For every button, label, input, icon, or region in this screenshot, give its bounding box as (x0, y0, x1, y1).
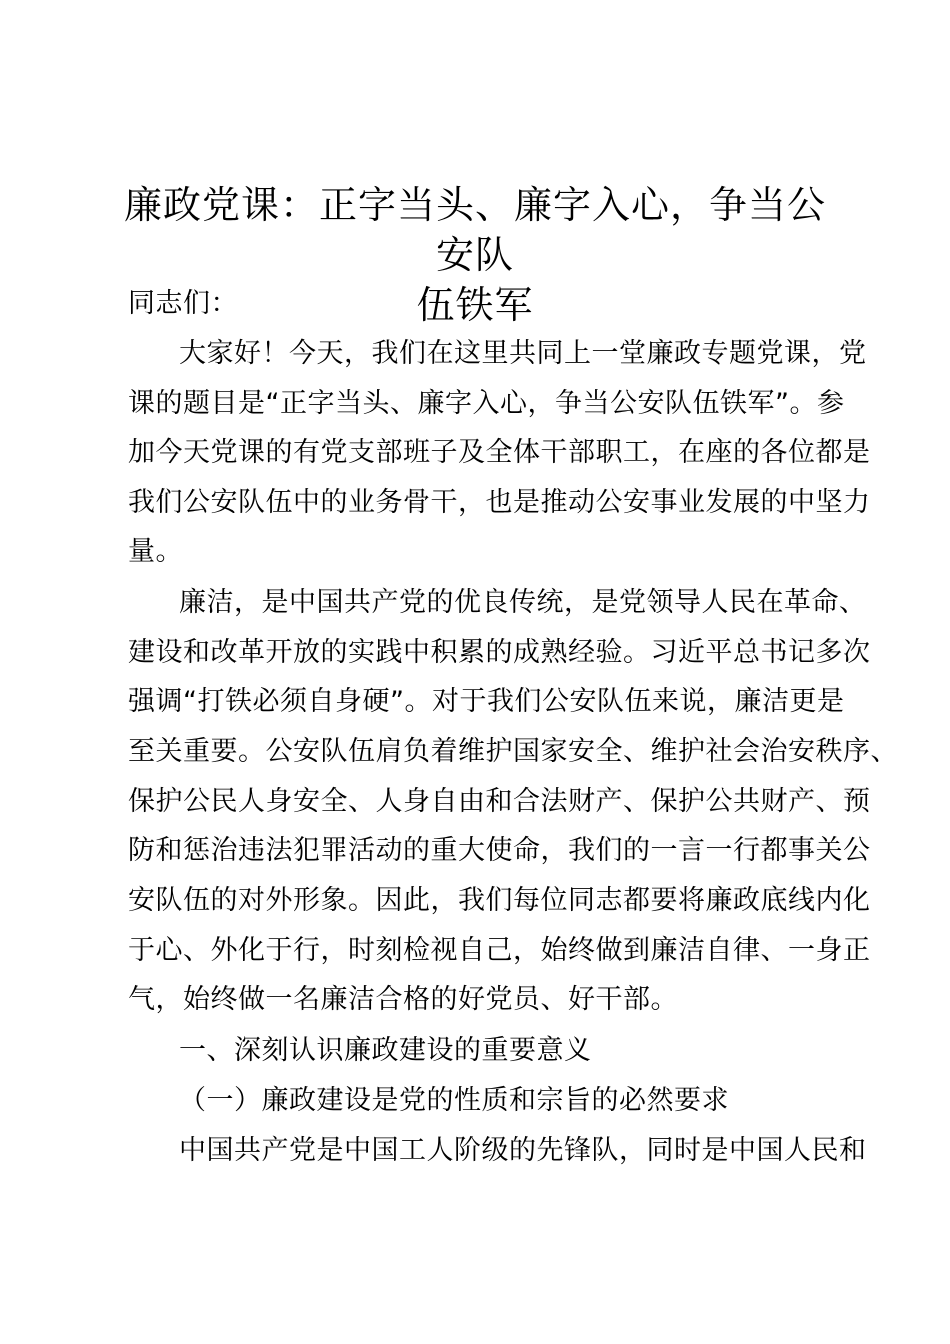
text-line: 防和惩治违法犯罪活动的重大使命，我们的一言一行都事关公 (128, 835, 871, 866)
text-line: 廉洁，是中国共产党的优良传统，是党领导人民在革命、 (179, 587, 867, 618)
text-line: 安队伍的对外形象。因此，我们每位同志都要将廉政底线内化 (128, 885, 871, 916)
text-line: 至关重要。公安队伍肩负着维护国家安全、维护社会治安秩序、 (128, 736, 898, 767)
section-heading: 一、深刻认识廉政建设的重要意义 (179, 1035, 592, 1066)
text-line: 量。 (128, 536, 183, 567)
text-line: 大家好！今天，我们在这里共同上一堂廉政专题党课，党 (179, 338, 867, 369)
text-line: 强调“打铁必须自身硬”。对于我们公安队伍来说，廉洁更是 (128, 686, 845, 717)
text-line: 中国共产党是中国工人阶级的先锋队，同时是中国人民和 (179, 1135, 867, 1166)
title-line-1: 廉政党课：正字当头、廉字入心，争当公安队 (123, 183, 826, 277)
text-line: 于心、外化于行，时刻检视自己，始终做到廉洁自律、一身正 (128, 935, 871, 966)
salutation: 同志们： (128, 288, 238, 319)
text-line: 保护公民人身安全、人身自由和合法财产、保护公共财产、预 (128, 786, 871, 817)
text-line: 建设和改革开放的实践中积累的成熟经验。习近平总书记多次 (128, 637, 871, 668)
text-line: 课的题目是“正字当头、廉字入心，争当公安队伍铁军”。参 (128, 388, 845, 419)
title-line-2: 伍铁军 (416, 283, 534, 327)
text-line: 气，始终做一名廉洁合格的好党员、好干部。 (128, 984, 678, 1015)
subsection-heading: （一）廉政建设是党的性质和宗旨的必然要求 (179, 1085, 729, 1116)
text-line: 我们公安队伍中的业务骨干，也是推动公安事业发展的中坚力 (128, 487, 871, 518)
text-line: 加今天党课的有党支部班子及全体干部职工，在座的各位都是 (128, 437, 871, 468)
